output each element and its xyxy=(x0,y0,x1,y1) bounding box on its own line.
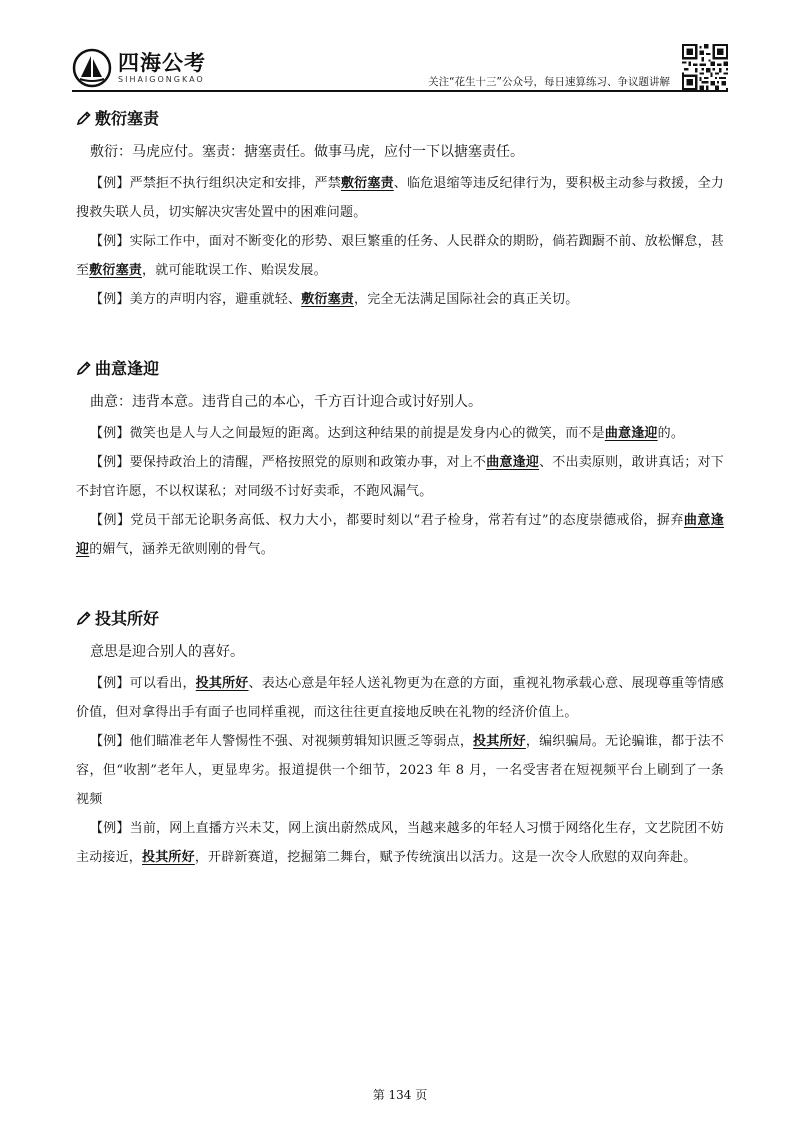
highlighted-keyword: 敷衍塞责 xyxy=(89,263,143,278)
highlighted-keyword: 投其所好 xyxy=(142,850,195,865)
main-content xyxy=(76,100,724,914)
idiom-definition: 意思是迎合别人的喜好。 xyxy=(90,644,244,660)
highlighted-keyword: 敷衍塞责 xyxy=(340,176,394,191)
example-sentence: 【例】要保持政治上的清醒，严格按照党的原则和政策办事，对上不曲意逢迎、不出卖原则，敢讲真话；对下不封官许愿，不以权谋私；对同级不讨好卖乖，不跑风漏气。 xyxy=(76,455,724,499)
example-sentence: 【例】严禁拒不执行组织决定和安排，严禁敷衍塞责、临危退缩等违反纪律行为，要积极主动参与救援，全力搜救失联人员，切实解决灾害处置中的困难问题。 xyxy=(76,176,724,220)
idiom-section xyxy=(76,106,724,314)
example-sentence: 【例】实际工作中，面对不断变化的形势、艰巨繁重的任务、人民群众的期盼，倘若踟蹰不前、放松懈怠，甚至敷衍塞责，就可能耽误工作、贻误发展。 xyxy=(76,234,724,278)
highlighted-keyword: 曲意逢迎 xyxy=(486,455,540,470)
pencil-icon xyxy=(76,110,92,126)
header-divider xyxy=(72,90,728,92)
highlighted-keyword: 曲意逢迎 xyxy=(76,513,725,557)
page-header xyxy=(72,40,728,92)
highlighted-keyword: 投其所好 xyxy=(195,676,249,691)
example-sentence: 【例】当前，网上直播方兴未艾，网上演出蔚然成风，当越来越多的年轻人习惯于网络化生存，文艺院团不妨主动接近，投其所好，开辟新赛道，挖掘第二舞台，赋予传统演出以活力。这是一次令人欣慰的双向奔赴。 xyxy=(76,821,724,865)
idiom-section xyxy=(76,606,724,872)
idiom-title: 敷衍塞责 xyxy=(76,106,724,129)
sailboat-logo-icon xyxy=(72,48,112,88)
example-sentence: 【例】美方的声明内容，避重就轻、敷衍塞责，完全无法满足国际社会的真正关切。 xyxy=(90,292,579,307)
example-sentence: 【例】可以看出，投其所好、表达心意是年轻人送礼物更为在意的方面，重视礼物承载心意、展现尊重等情感价值，但对拿得出手有面子也同样重视，而这往往更直接地反映在礼物的经济价值上。 xyxy=(76,676,724,720)
pencil-icon xyxy=(76,360,92,376)
example-sentence: 【例】党员干部无论职务高低、权力大小，都要时刻以“君子检身，常若有过”的态度崇德戒俗，摒弃曲意逢迎的媚气，涵养无欲则刚的骨气。 xyxy=(76,513,725,557)
idiom-title: 曲意逢迎 xyxy=(76,356,724,379)
brand-name: 四海公考 xyxy=(118,51,206,75)
idiom-definition: 敷衍：马虎应付。塞责：搪塞责任。做事马虎，应付一下以搪塞责任。 xyxy=(90,144,524,160)
highlighted-keyword: 敷衍塞责 xyxy=(301,292,355,307)
brand-name-pinyin: SIHAIGONGKAO xyxy=(118,75,205,84)
qr-code-icon xyxy=(682,44,728,90)
example-sentence: 【例】他们瞄准老年人警惕性不强、对视频剪辑知识匮乏等弱点，投其所好，编织骗局。无论骗谁，都于法不容，但“收割”老年人，更显卑劣。报道提供一个细节，2023 年 8 月，一名受害者在短视频平台上刷到了一条视频 xyxy=(76,734,724,807)
page-number: 第 134 页 xyxy=(372,1088,428,1102)
header-slogan: 关注“花生十三”公众号，每日速算练习、争议题讲解 xyxy=(428,76,670,88)
idiom-definition: 曲意：违背本意。违背自己的本心，千方百计迎合或讨好别人。 xyxy=(90,394,482,410)
idiom-section xyxy=(76,356,724,564)
highlighted-keyword: 投其所好 xyxy=(473,734,526,749)
brand-logo xyxy=(72,48,206,88)
example-sentence: 【例】微笑也是人与人之间最短的距离。达到这种结果的前提是发身内心的微笑，而不是曲意逢迎的。 xyxy=(90,426,685,441)
highlighted-keyword: 曲意逢迎 xyxy=(604,426,658,441)
pencil-icon xyxy=(76,610,92,626)
idiom-title: 投其所好 xyxy=(76,606,724,629)
